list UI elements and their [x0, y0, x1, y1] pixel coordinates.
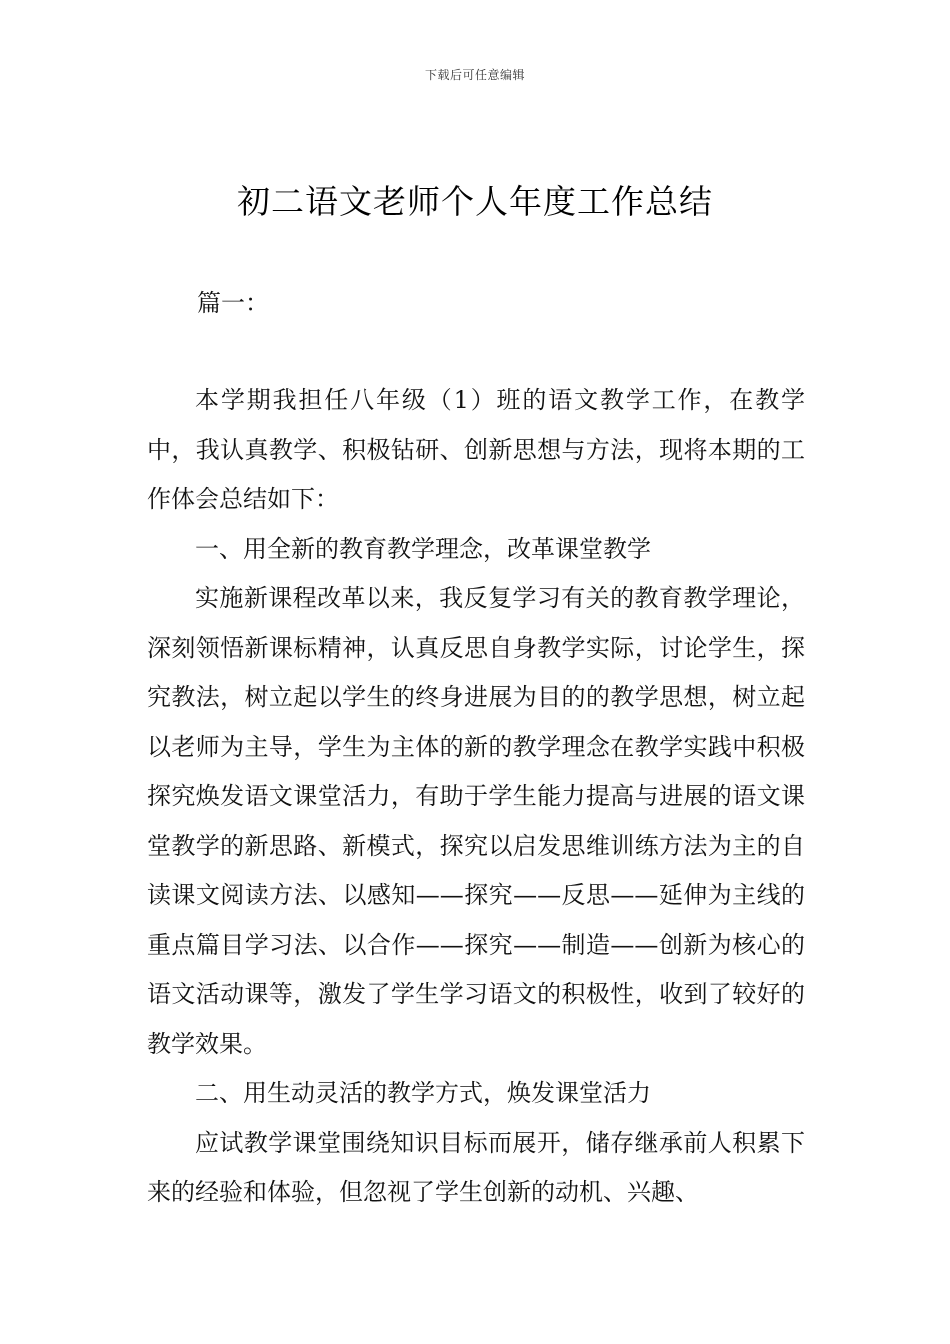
paragraph-intro: 本学期我担任八年级（1）班的语文教学工作，在教学中，我认真教学、积极钻研、创新思想与方法，现将本期的工作体会总结如下：: [147, 386, 805, 513]
section-label: 篇一：: [197, 289, 269, 317]
paragraph-body-1: 实施新课程改革以来，我反复学习有关的教育教学理论，深刻领悟新课标精神，认真反思自身教学实际，讨论学生，探究教法，树立起以学生的终身进展为目的的教学思想，树立起以老师为主导，学生为主体的新的教学理念在教学实践中积极探究焕发语文课堂活力，有助于学生能力提高与进展的语文课堂教学的新思路、新模式，探究以启发思维训练方法为主的自读课文阅读方法、以感知——探究——反思——延伸为主线的重点篇目学习法、以合作——探究——制造——创新为核心的语文活动课等，激发了学生学习语文的积极性，收到了较好的教学效果。: [147, 584, 805, 1058]
header-note: 下载后可任意编辑: [424, 68, 525, 82]
paragraph-body-2: 应试教学课堂围绕知识目标而展开，储存继承前人积累下来的经验和体验，但忽视了学生创新的动机、兴趣、: [147, 1128, 805, 1206]
document-title: 初二语文老师个人年度工作总结: [237, 182, 713, 221]
paragraph-heading-1: 一、用全新的教育教学理念，改革课堂教学: [195, 534, 651, 563]
body-text: [147, 376, 805, 1218]
paragraph-heading-2: 二、用生动灵活的教学方式，焕发课堂活力: [195, 1079, 651, 1107]
